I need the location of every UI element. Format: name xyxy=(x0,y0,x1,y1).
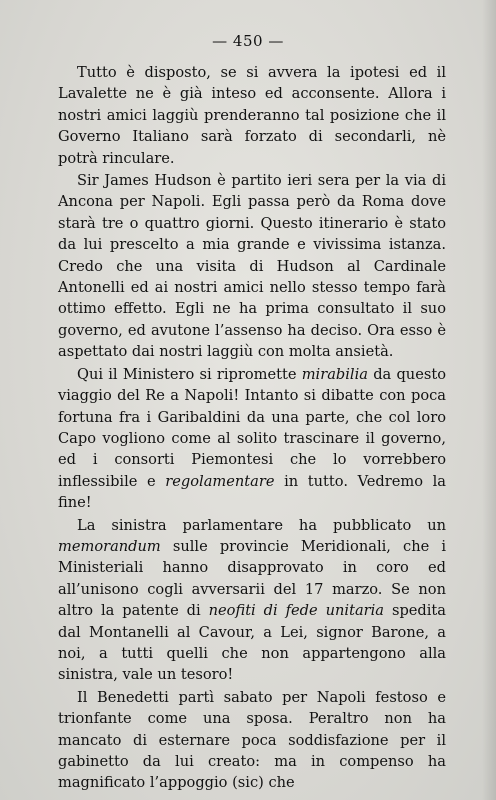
text-run: Qui il Ministero si ripromette xyxy=(77,365,302,383)
body-text xyxy=(58,62,446,794)
paragraph xyxy=(58,364,446,514)
text-run: da questo viaggio del Re a Napoli! Intanto si dibatte con poca fortuna fra i Garibaldini da una parte, che col loro Capo vogliono come al solito trascinare il governo, ed i consorti Piemontesi che lo vorrebbero inflessibile e xyxy=(58,365,446,490)
page-edge-shadow xyxy=(482,0,496,800)
text-run: sulle provincie Meridionali, che i Ministeriali hanno disapprovato in coro ed all’unisono cogli avversarii del 17 marzo. Se non altro la patente di xyxy=(58,537,446,620)
text-run: spedita dal Montanelli al Cavour, a Lei, signor Barone, a noi, a tutti quelli che non appartengono alla sinistra, vale un tesoro! xyxy=(58,602,446,684)
text-run: Sir James Hudson è partito ieri sera per la via di Ancona per Napoli. Egli passa però da Roma dove starà tre o quattro giorni. Questo itinerario è stato da lui prescelto a mia grande e vivissima istanza. Credo che una visita di Hudson al Cardinale Antonelli ed ai nostri amici nello stesso tempo farà ottimo effetto. Egli ne ha prima consultato il suo governo, ed avutone l’assenso ha deciso. Ora esso è aspettato dai nostri laggiù con molta ansietà. xyxy=(58,172,446,361)
italic-text-run: neofiti di fede unitaria xyxy=(208,602,384,620)
text-run: Tutto è disposto, se si avvera la ipotesi ed il Lavalette ne è già inteso ed acconsente. Allora i nostri amici laggiù prenderanno tal posizione che il Governo Italiano sarà forzato di secondarli, nè potrà rinculare. xyxy=(58,64,446,167)
italic-text-run: mirabilia xyxy=(301,365,368,383)
paragraph xyxy=(58,170,446,363)
text-run: Il Benedetti partì sabato per Napoli festoso e trionfante come una sposa. Peraltro non ha mancato di esternare poca soddisfazione per il gabinetto da lui creato: ma in compenso ha magnificato l’appoggio (sic) che xyxy=(58,688,446,792)
text-run: La sinistra parlamentare ha pubblicato un xyxy=(77,516,446,534)
paragraph xyxy=(58,515,446,686)
paragraph xyxy=(58,62,446,169)
text-run: in tutto. Vedremo la fine! xyxy=(58,472,446,512)
italic-text-run: memorandum xyxy=(58,537,161,555)
page-number: — 450 — xyxy=(212,32,284,50)
paragraph xyxy=(58,687,446,794)
italic-text-run: regolamentare xyxy=(165,472,275,490)
